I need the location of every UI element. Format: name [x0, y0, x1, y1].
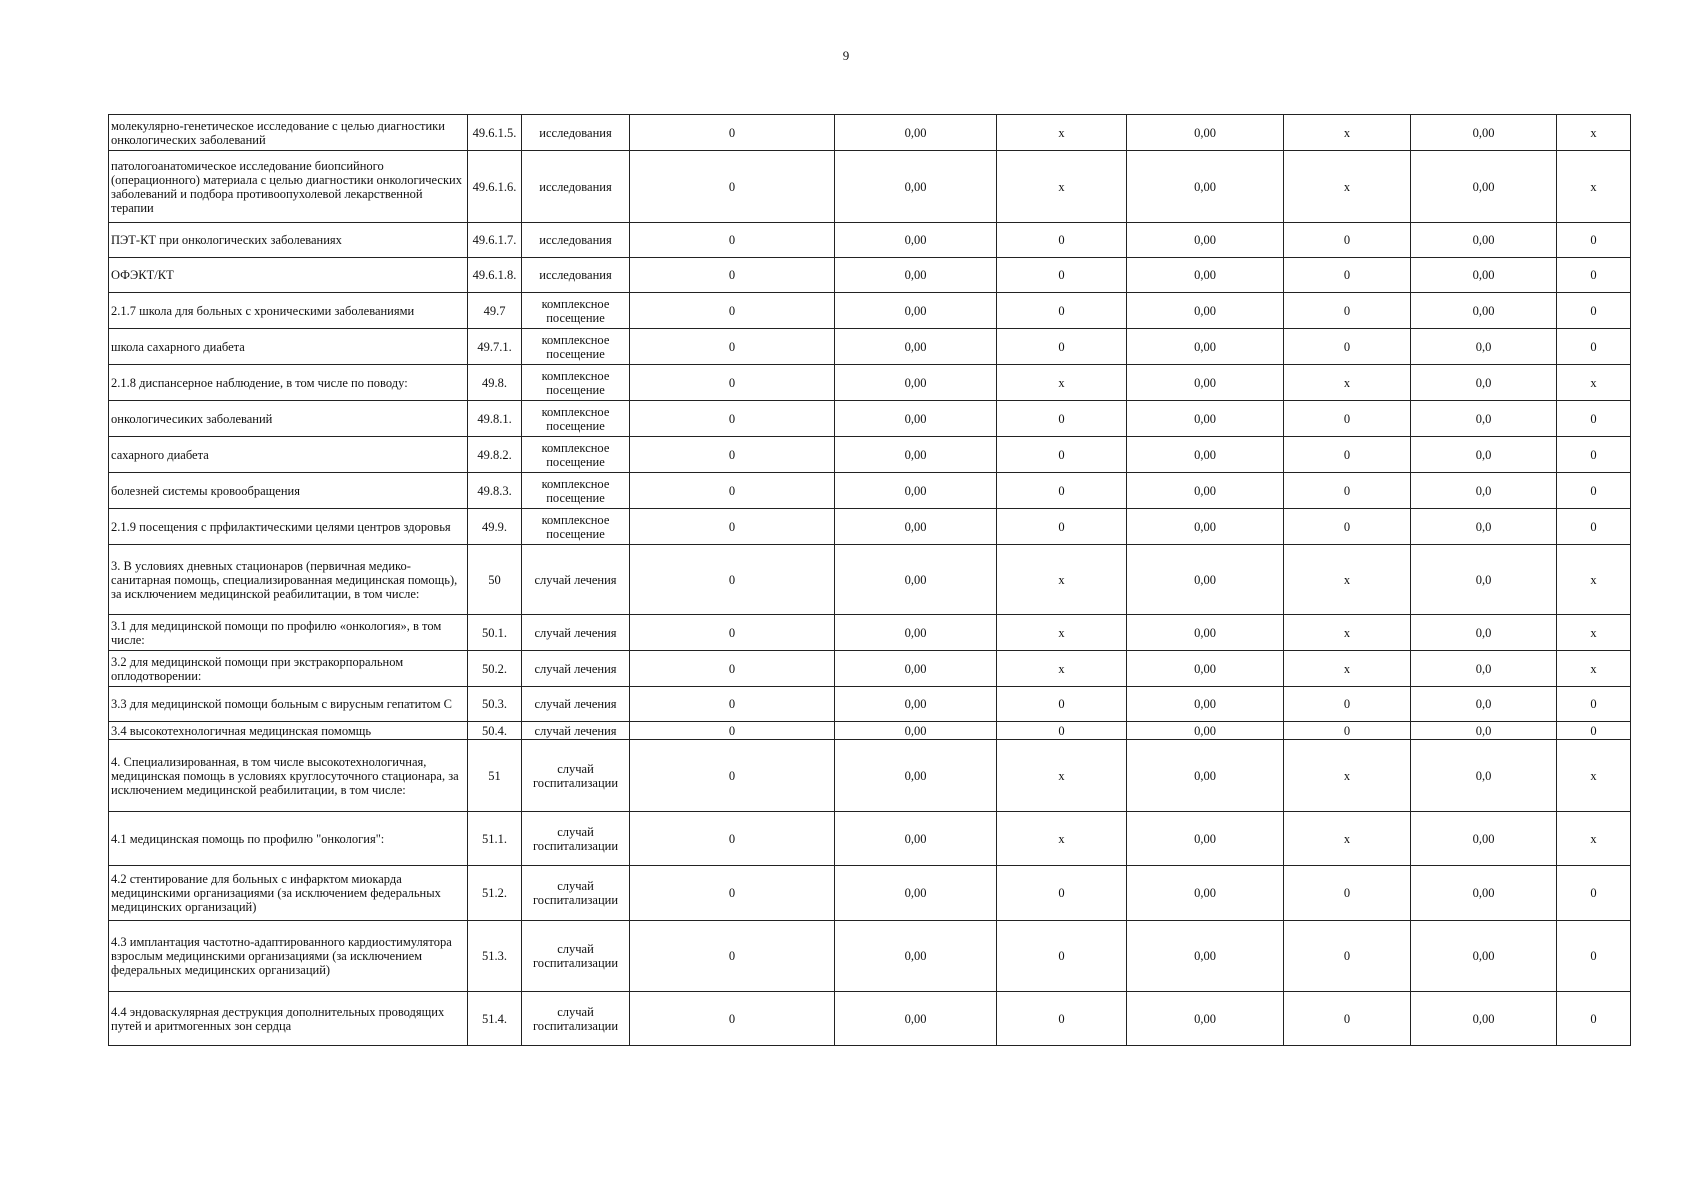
row-name: 3.4 высокотехнологичная медицинская помомщь: [109, 722, 468, 740]
row-code: 49.7.1.: [468, 329, 522, 365]
table-row: [109, 740, 1631, 812]
row-value-5: x: [1284, 740, 1411, 812]
row-unit: случай лечения: [522, 651, 630, 687]
row-value-7: 0: [1557, 473, 1631, 509]
row-code: 49.6.1.6.: [468, 151, 522, 223]
row-code: 51.3.: [468, 921, 522, 992]
table-row: [109, 115, 1631, 151]
row-value-5: 0: [1284, 437, 1411, 473]
row-value-3: x: [997, 545, 1127, 615]
row-value-5: 0: [1284, 921, 1411, 992]
row-name: 3.3 для медицинской помощи больным с вирусным гепатитом С: [109, 687, 468, 722]
row-unit: случай госпитализации: [522, 866, 630, 921]
row-value-4: 0,00: [1127, 740, 1284, 812]
row-value-4: 0,00: [1127, 615, 1284, 651]
row-value-6: 0,00: [1411, 258, 1557, 293]
row-value-1: 0: [630, 992, 835, 1046]
row-value-6: 0,0: [1411, 615, 1557, 651]
table-row: [109, 615, 1631, 651]
row-value-3: 0: [997, 293, 1127, 329]
row-value-2: 0,00: [835, 545, 997, 615]
row-code: 49.6.1.5.: [468, 115, 522, 151]
row-code: 51: [468, 740, 522, 812]
row-name: 4.3 имплантация частотно-адаптированного кардиостимулятора взрослым медицинскими организациями (за исключением федеральных медицинских организаций): [109, 921, 468, 992]
row-value-1: 0: [630, 293, 835, 329]
row-value-2: 0,00: [835, 651, 997, 687]
row-value-4: 0,00: [1127, 687, 1284, 722]
table-row: [109, 687, 1631, 722]
row-value-2: 0,00: [835, 992, 997, 1046]
row-value-7: 0: [1557, 992, 1631, 1046]
page-number: 9: [842, 48, 850, 63]
row-value-2: 0,00: [835, 365, 997, 401]
row-value-5: 0: [1284, 293, 1411, 329]
row-name: 2.1.9 посещения с прфилактическими целями центров здоровья: [109, 509, 468, 545]
row-value-4: 0,00: [1127, 509, 1284, 545]
row-value-6: 0,00: [1411, 115, 1557, 151]
row-value-6: 0,0: [1411, 401, 1557, 437]
row-value-6: 0,00: [1411, 293, 1557, 329]
row-code: 50.2.: [468, 651, 522, 687]
row-unit: исследования: [522, 258, 630, 293]
row-value-5: x: [1284, 365, 1411, 401]
row-name: школа сахарного диабета: [109, 329, 468, 365]
table-row: [109, 258, 1631, 293]
row-value-3: x: [997, 651, 1127, 687]
row-code: 51.1.: [468, 812, 522, 866]
row-value-7: x: [1557, 740, 1631, 812]
row-unit: случай госпитализации: [522, 921, 630, 992]
table-row: [109, 866, 1631, 921]
row-code: 49.7: [468, 293, 522, 329]
row-value-2: 0,00: [835, 615, 997, 651]
row-value-7: 0: [1557, 866, 1631, 921]
row-value-2: 0,00: [835, 740, 997, 812]
row-value-5: x: [1284, 615, 1411, 651]
row-value-4: 0,00: [1127, 329, 1284, 365]
row-value-1: 0: [630, 329, 835, 365]
row-value-5: 0: [1284, 722, 1411, 740]
row-value-6: 0,00: [1411, 812, 1557, 866]
row-value-2: 0,00: [835, 473, 997, 509]
row-value-7: x: [1557, 651, 1631, 687]
row-value-3: 0: [997, 223, 1127, 258]
row-value-5: 0: [1284, 258, 1411, 293]
row-value-2: 0,00: [835, 329, 997, 365]
row-name: 2.1.7 школа для больных с хроническими заболеваниями: [109, 293, 468, 329]
row-value-4: 0,00: [1127, 545, 1284, 615]
row-value-4: 0,00: [1127, 437, 1284, 473]
row-code: 49.8.2.: [468, 437, 522, 473]
row-value-5: 0: [1284, 687, 1411, 722]
row-value-1: 0: [630, 115, 835, 151]
row-value-6: 0,00: [1411, 992, 1557, 1046]
row-value-2: 0,00: [835, 437, 997, 473]
row-code: 49.8.3.: [468, 473, 522, 509]
row-code: 49.6.1.8.: [468, 258, 522, 293]
row-value-7: x: [1557, 545, 1631, 615]
row-value-3: x: [997, 812, 1127, 866]
row-value-3: 0: [997, 258, 1127, 293]
row-value-2: 0,00: [835, 258, 997, 293]
row-value-4: 0,00: [1127, 401, 1284, 437]
row-name: 3.1 для медицинской помощи по профилю «онкология», в том числе:: [109, 615, 468, 651]
row-value-1: 0: [630, 223, 835, 258]
row-value-4: 0,00: [1127, 151, 1284, 223]
row-value-5: 0: [1284, 223, 1411, 258]
row-value-5: x: [1284, 115, 1411, 151]
row-value-7: x: [1557, 151, 1631, 223]
row-value-1: 0: [630, 151, 835, 223]
row-value-6: 0,0: [1411, 473, 1557, 509]
row-value-4: 0,00: [1127, 866, 1284, 921]
row-value-4: 0,00: [1127, 651, 1284, 687]
row-value-6: 0,00: [1411, 866, 1557, 921]
row-value-7: x: [1557, 115, 1631, 151]
row-value-4: 0,00: [1127, 365, 1284, 401]
row-unit: исследования: [522, 223, 630, 258]
row-name: молекулярно-генетическое исследование с целью диагностики онкологических заболеваний: [109, 115, 468, 151]
table-row: [109, 651, 1631, 687]
row-unit: случай лечения: [522, 687, 630, 722]
row-value-7: 0: [1557, 437, 1631, 473]
row-value-5: 0: [1284, 329, 1411, 365]
row-unit: случай лечения: [522, 545, 630, 615]
row-code: 49.8.: [468, 365, 522, 401]
row-code: 51.2.: [468, 866, 522, 921]
row-value-3: x: [997, 615, 1127, 651]
row-value-4: 0,00: [1127, 812, 1284, 866]
row-value-7: 0: [1557, 687, 1631, 722]
row-value-3: x: [997, 151, 1127, 223]
row-name: сахарного диабета: [109, 437, 468, 473]
row-name: ОФЭКТ/КТ: [109, 258, 468, 293]
row-value-4: 0,00: [1127, 722, 1284, 740]
row-value-5: x: [1284, 151, 1411, 223]
row-value-5: 0: [1284, 401, 1411, 437]
table-body: [109, 115, 1631, 1046]
table-row: [109, 151, 1631, 223]
row-unit: исследования: [522, 151, 630, 223]
row-name: 4. Специализированная, в том числе высокотехнологичная, медицинская помощь в условиях круглосуточного стационара, за исключением медицинской реабилитации, в том числе:: [109, 740, 468, 812]
row-value-7: x: [1557, 365, 1631, 401]
row-name: онкологичесиких заболеваний: [109, 401, 468, 437]
row-value-7: x: [1557, 615, 1631, 651]
row-value-7: 0: [1557, 293, 1631, 329]
row-value-2: 0,00: [835, 921, 997, 992]
row-value-6: 0,00: [1411, 223, 1557, 258]
row-code: 51.4.: [468, 992, 522, 1046]
row-value-3: 0: [997, 722, 1127, 740]
row-value-7: x: [1557, 812, 1631, 866]
row-value-6: 0,0: [1411, 509, 1557, 545]
row-value-6: 0,0: [1411, 545, 1557, 615]
table-row: [109, 329, 1631, 365]
row-code: 49.9.: [468, 509, 522, 545]
table-row: [109, 722, 1631, 740]
row-value-5: x: [1284, 545, 1411, 615]
row-value-1: 0: [630, 509, 835, 545]
row-value-2: 0,00: [835, 115, 997, 151]
row-value-2: 0,00: [835, 223, 997, 258]
row-value-1: 0: [630, 921, 835, 992]
row-unit: комплексное посещение: [522, 329, 630, 365]
row-value-1: 0: [630, 473, 835, 509]
row-unit: случай госпитализации: [522, 812, 630, 866]
row-value-2: 0,00: [835, 866, 997, 921]
row-value-6: 0,0: [1411, 651, 1557, 687]
row-value-1: 0: [630, 615, 835, 651]
table-row: [109, 509, 1631, 545]
row-code: 49.8.1.: [468, 401, 522, 437]
table-row: [109, 473, 1631, 509]
row-value-7: 0: [1557, 223, 1631, 258]
row-value-4: 0,00: [1127, 115, 1284, 151]
row-code: 50.4.: [468, 722, 522, 740]
row-unit: случай лечения: [522, 615, 630, 651]
row-value-1: 0: [630, 812, 835, 866]
row-value-2: 0,00: [835, 812, 997, 866]
row-code: 50.3.: [468, 687, 522, 722]
table-row: [109, 812, 1631, 866]
row-value-3: 0: [997, 437, 1127, 473]
table-row: [109, 545, 1631, 615]
row-unit: комплексное посещение: [522, 473, 630, 509]
row-code: 49.6.1.7.: [468, 223, 522, 258]
row-unit: комплексное посещение: [522, 293, 630, 329]
table-row: [109, 401, 1631, 437]
row-value-3: 0: [997, 401, 1127, 437]
row-value-1: 0: [630, 687, 835, 722]
row-value-4: 0,00: [1127, 293, 1284, 329]
row-value-6: 0,00: [1411, 151, 1557, 223]
row-value-2: 0,00: [835, 509, 997, 545]
row-unit: комплексное посещение: [522, 365, 630, 401]
row-value-3: x: [997, 365, 1127, 401]
row-value-1: 0: [630, 437, 835, 473]
row-value-3: 0: [997, 992, 1127, 1046]
row-name: 4.2 стентирование для больных с инфарктом миокарда медицинскими организациями (за исключением федеральных медицинских организаций): [109, 866, 468, 921]
table-row: [109, 921, 1631, 992]
row-name: 2.1.8 диспансерное наблюдение, в том числе по поводу:: [109, 365, 468, 401]
table-row: [109, 992, 1631, 1046]
row-value-6: 0,0: [1411, 740, 1557, 812]
plan-table: [108, 114, 1631, 1046]
row-value-3: 0: [997, 921, 1127, 992]
row-value-4: 0,00: [1127, 223, 1284, 258]
row-value-3: 0: [997, 473, 1127, 509]
row-unit: комплексное посещение: [522, 401, 630, 437]
row-unit: случай госпитализации: [522, 992, 630, 1046]
row-value-7: 0: [1557, 509, 1631, 545]
row-value-3: 0: [997, 687, 1127, 722]
row-value-1: 0: [630, 651, 835, 687]
row-value-6: 0,0: [1411, 437, 1557, 473]
row-value-5: 0: [1284, 509, 1411, 545]
table-row: [109, 223, 1631, 258]
row-value-4: 0,00: [1127, 992, 1284, 1046]
row-code: 50.1.: [468, 615, 522, 651]
table-row: [109, 293, 1631, 329]
row-value-5: x: [1284, 812, 1411, 866]
row-value-2: 0,00: [835, 722, 997, 740]
row-value-3: 0: [997, 329, 1127, 365]
row-value-5: 0: [1284, 992, 1411, 1046]
row-value-2: 0,00: [835, 401, 997, 437]
row-value-2: 0,00: [835, 151, 997, 223]
row-unit: исследования: [522, 115, 630, 151]
table-row: [109, 365, 1631, 401]
row-value-1: 0: [630, 545, 835, 615]
row-value-1: 0: [630, 365, 835, 401]
row-value-1: 0: [630, 866, 835, 921]
row-value-2: 0,00: [835, 293, 997, 329]
row-unit: случай госпитализации: [522, 740, 630, 812]
row-value-7: 0: [1557, 401, 1631, 437]
row-name: 4.4 эндоваскулярная деструкция дополнительных проводящих путей и аритмогенных зон сердца: [109, 992, 468, 1046]
row-unit: случай лечения: [522, 722, 630, 740]
row-value-1: 0: [630, 401, 835, 437]
row-name: 3. В условиях дневных стационаров (первичная медико-санитарная помощь, специализированная медицинская помощь), за исключением медицинской реабилитации, в том числе:: [109, 545, 468, 615]
row-unit: комплексное посещение: [522, 509, 630, 545]
row-value-4: 0,00: [1127, 921, 1284, 992]
row-value-7: 0: [1557, 722, 1631, 740]
row-value-7: 0: [1557, 258, 1631, 293]
row-value-6: 0,00: [1411, 921, 1557, 992]
row-name: 3.2 для медицинской помощи при экстракорпоральном оплодотворении:: [109, 651, 468, 687]
row-value-6: 0,0: [1411, 365, 1557, 401]
row-name: 4.1 медицинская помощь по профилю "онкология":: [109, 812, 468, 866]
row-value-3: 0: [997, 509, 1127, 545]
row-value-7: 0: [1557, 921, 1631, 992]
row-name: патологоанатомическое исследование биопсийного (операционного) материала с целью диагностики онкологических заболеваний и подбора противоопухолевой лекарственной терапии: [109, 151, 468, 223]
row-value-5: x: [1284, 651, 1411, 687]
row-value-4: 0,00: [1127, 258, 1284, 293]
row-code: 50: [468, 545, 522, 615]
row-value-6: 0,0: [1411, 687, 1557, 722]
row-unit: комплексное посещение: [522, 437, 630, 473]
row-name: болезней системы кровообращения: [109, 473, 468, 509]
row-value-7: 0: [1557, 329, 1631, 365]
row-value-5: 0: [1284, 473, 1411, 509]
row-value-6: 0,0: [1411, 722, 1557, 740]
row-value-1: 0: [630, 258, 835, 293]
row-value-5: 0: [1284, 866, 1411, 921]
row-name: ПЭТ-КТ при онкологических заболеваниях: [109, 223, 468, 258]
row-value-6: 0,0: [1411, 329, 1557, 365]
table-row: [109, 437, 1631, 473]
row-value-3: x: [997, 115, 1127, 151]
row-value-3: x: [997, 740, 1127, 812]
row-value-4: 0,00: [1127, 473, 1284, 509]
row-value-1: 0: [630, 722, 835, 740]
row-value-3: 0: [997, 866, 1127, 921]
row-value-1: 0: [630, 740, 835, 812]
row-value-2: 0,00: [835, 687, 997, 722]
